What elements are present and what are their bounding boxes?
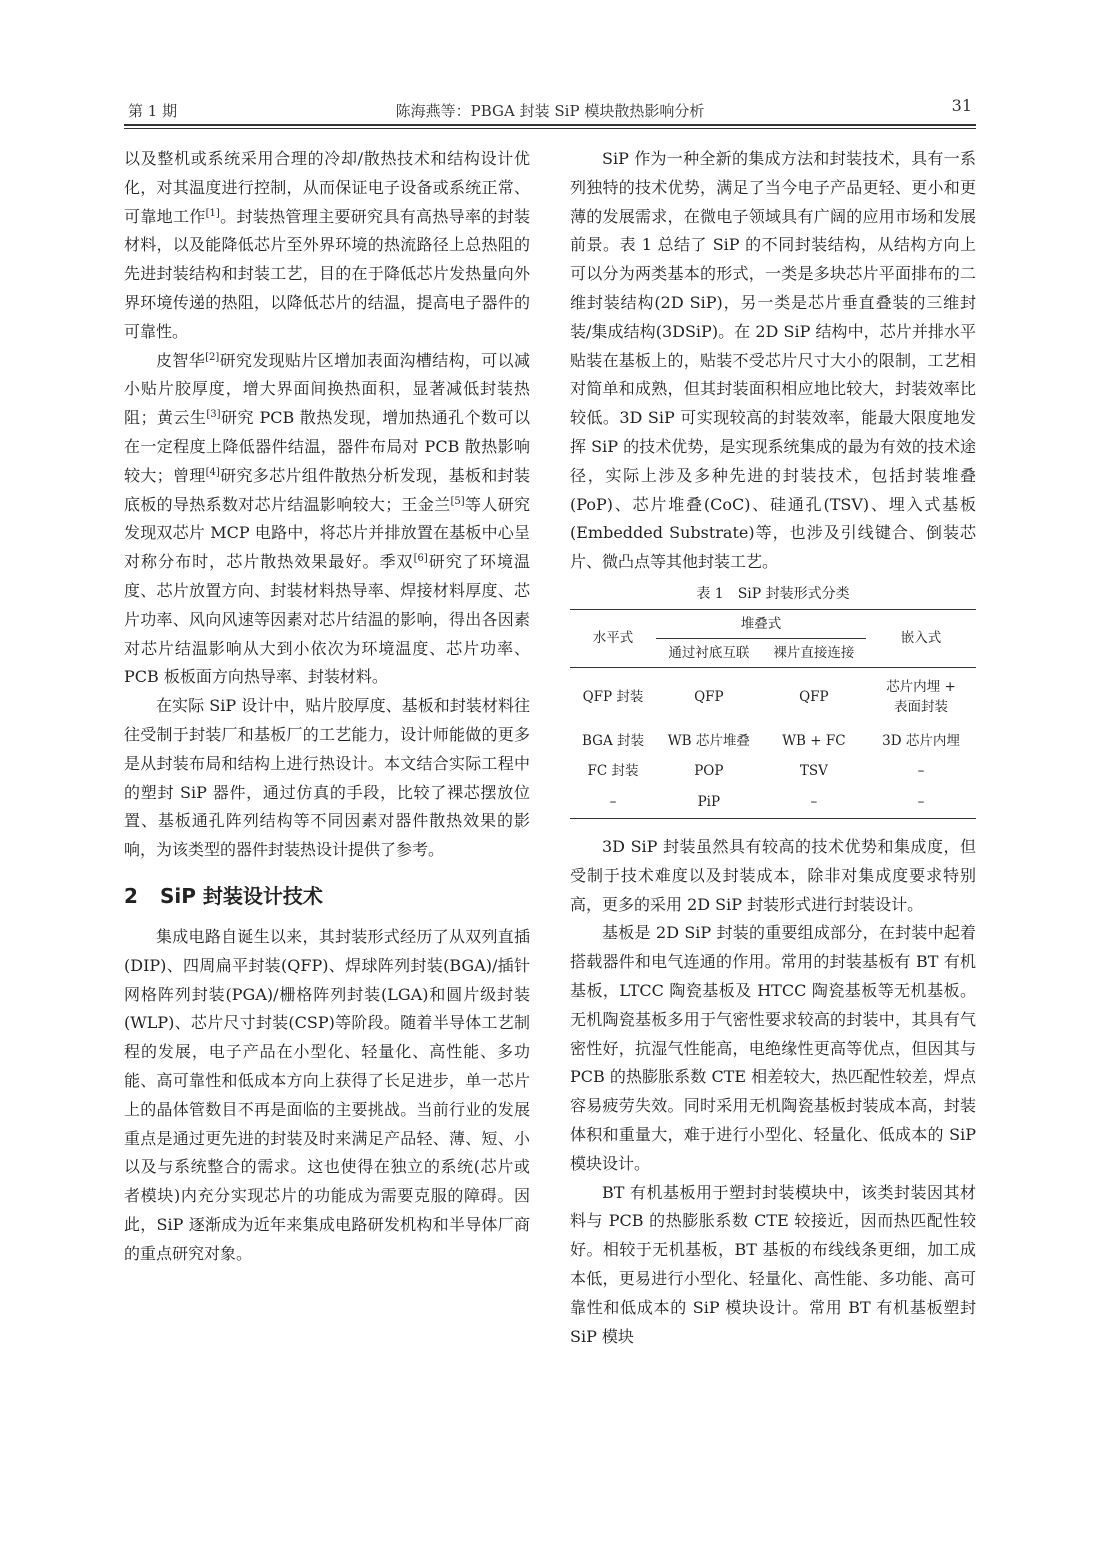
table-caption: 表 1 SiP 封装形式分类: [696, 585, 850, 602]
sip-classification-table: [570, 609, 976, 819]
table-cell: PiP: [656, 786, 762, 819]
table-cell: QFP: [656, 667, 762, 726]
citation[interactable]: [2]: [205, 351, 220, 363]
citation[interactable]: [4]: [205, 466, 220, 478]
paragraph: 皮智华[2]研究发现贴片区增加表面沟槽结构，可以减小贴片胶厚度，增大界面间换热面积，显著减低封装热阻；黄云生[3]研究 PCB 散热发现，增加热通孔个数可以在一定程度上降低器件结温，器件布局对 PCB 散热影响较大；曾理[4]研究多芯片组件散热分析发现，基板和封装底板的导热系数对芯片结温影响较大；王金兰[5]等人研究发现双芯片 MCP 电路中，将芯片并排放置在基板中心呈对称分布时，芯片散热效果最好。季双[6]研究了环境温度、芯片放置方向、封装材料热导率、焊接材料厚度、芯片功率、风向风速等因素对芯片结温的影响，得出各因素对芯片结温影响从大到小依次为环境温度、芯片功率、PCB 板板面方向热导率、封装材料。: [124, 350, 530, 687]
right-column: [570, 145, 976, 1351]
spacer: [570, 819, 976, 833]
table-cell: QFP 封装: [570, 667, 656, 726]
table-cell: QFP: [762, 667, 866, 726]
header-rule-thick: [124, 124, 976, 126]
table-cell: 芯片内埋 + 表面封装: [866, 667, 976, 726]
header-rule-thin: [124, 128, 976, 129]
table-cell: –: [762, 786, 866, 819]
running-header: [124, 96, 976, 124]
section-title: SiP 封装设计技术: [160, 883, 323, 908]
issue-label: 第 1 期: [128, 102, 178, 120]
table-cell: –: [570, 786, 656, 819]
running-title: 陈海燕等：PBGA 封装 SiP 模块散热影响分析: [395, 102, 705, 120]
table-cell: WB 芯片堆叠: [667, 732, 750, 749]
table-cell: POP: [694, 762, 724, 779]
table-cell: TSV: [799, 762, 828, 779]
paragraph: BT 有机基板用于塑封封装模块中，该类封装因其材料与 PCB 的热膨胀系数 CTE 较接近，因而热匹配性较好。相较于无机基板，BT 基板的布线线条更细，加工成本低，更易进行小型化、轻量化、高性能、多功能、高可靠性和低成本的 SiP 模块设计。常用 BT 有机基板塑封 SiP 模块: [570, 1182, 976, 1346]
left-column: [124, 145, 530, 1268]
page-number: 31: [951, 96, 972, 115]
section-heading: [124, 881, 530, 911]
header-sub-substrate: 通过衬底互联: [656, 638, 762, 667]
citation[interactable]: [1]: [205, 207, 220, 219]
paragraph: 集成电路自诞生以来，其封装形式经历了从双列直插(DIP)、四周扁平封装(QFP)、焊球阵列封装(BGA)/插针网格阵列封装(PGA)/栅格阵列封装(LGA)和圆片级封装(WLP)、芯片尺寸封装(CSP)等阶段。随着半导体工艺制程的发展，电子产品在小型化、轻量化、高性能、多功能、高可靠性和低成本方向上获得了长足进步，单一芯片上的晶体管数目不再是面临的主要挑战。当前行业的发展重点是通过更先进的封装及时来满足产品轻、薄、短、小以及与系统整合的需求。这也使得在独立的系统(芯片或者模块)内充分实现芯片的功能成为需要克服的障碍。因此，SiP 逐渐成为近年来集成电路研发机构和半导体厂商的重点研究对象。: [124, 926, 530, 1263]
section-number: 2: [124, 883, 138, 908]
paragraph: 在实际 SiP 设计中，贴片胶厚度、基板和封装材料往往受制于封装厂和基板厂的工艺能力，设计师能做的更多是从封装布局和结构上进行热设计。本文结合实际工程中的塑封 SiP 器件，通过仿真的手段，比较了裸芯摆放位置、基板通孔阵列结构等不同因素对器件散热效果的影响，为该类型的器件封装热设计提供了参考。: [124, 696, 530, 860]
table-cell: WB + FC: [782, 732, 846, 749]
header-sub-direct: 裸片直接连接: [762, 638, 866, 667]
paragraph: 3D SiP 封装虽然具有较高的技术优势和集成度，但受制于技术难度以及封装成本，除非对集成度要求特别高，更多的采用 2D SiP 封装形式进行封装设计。: [570, 836, 976, 914]
citation[interactable]: [5]: [450, 495, 465, 507]
table-cell: FC 封装: [587, 762, 639, 779]
header-horizontal: 水平式: [570, 609, 656, 667]
table-cell: –: [866, 786, 976, 819]
citation[interactable]: [6]: [413, 553, 428, 565]
paragraph: SiP 作为一种全新的集成方法和封装技术，具有一系列独特的技术优势，满足了当今电子产品更轻、更小和更薄的发展需求，在微电子领域具有广阔的应用市场和发展前景。表 1 总结了 SiP 的不同封装结构，从结构方向上可以分为两类基本的形式，一类是多块芯片平面排布的二维封装结构(2D SiP)，另一类是芯片垂直叠装的三维封装/集成结构(3DSiP)。在 2D SiP 结构中，芯片并排水平贴装在基板上的，贴装不受芯片尺寸大小的限制，工艺相对简单和成熟，但其封装面积相应地比较大，封装效率比较低。3D SiP 可实现较高的封装效率，能最大限度地发挥 SiP 的技术优势，是实现系统集成的最为有效的技术途径，实际上涉及多种先进的封装技术，包括封装堆叠(PoP)、芯片堆叠(CoC)、硅通孔(TSV)、埋入式基板(Embedded Substrate)等，也涉及引线键合、倒装芯片、微凸点等其他封装工艺。: [570, 149, 976, 572]
paragraph: 基板是 2D SiP 封装的重要组成部分，在封装中起着搭载器件和电气连通的作用。常用的封装基板有 BT 有机基板，LTCC 陶瓷基板及 HTCC 陶瓷基板等无机基板。无机陶瓷基板多用于气密性要求较高的封装中，其具有气密性好，抗湿气性能高，电绝缘性更高等优点，但因其与 PCB 的热膨胀系数 CTE 相差较大，热匹配性较差，焊点容易疲劳失效。同时采用无机陶瓷基板封装成本高，封装体积和重量大，难于进行小型化、轻量化、低成本的 SiP 模块设计。: [570, 923, 976, 1173]
table-cell: –: [917, 762, 925, 779]
table-cell: BGA 封装: [582, 732, 644, 749]
header-embedded: 嵌入式: [866, 609, 976, 667]
table-cell: 3D 芯片内埋: [882, 732, 960, 749]
header-stacked: 堆叠式: [656, 609, 866, 638]
paragraph: 以及整机或系统采用合理的冷却/散热技术和结构设计优化，对其温度进行控制，从而保证电子设备或系统正常、可靠地工作[1]。封装热管理主要研究具有高热导率的封装材料，以及能降低芯片至外界环境的热流路径上总热阻的先进封装结构和封装工艺，目的在于降低芯片发热量向外界环境传递的热阻，以降低芯片的结温，提高电子器件的可靠性。: [124, 149, 530, 341]
citation[interactable]: [3]: [206, 409, 221, 421]
